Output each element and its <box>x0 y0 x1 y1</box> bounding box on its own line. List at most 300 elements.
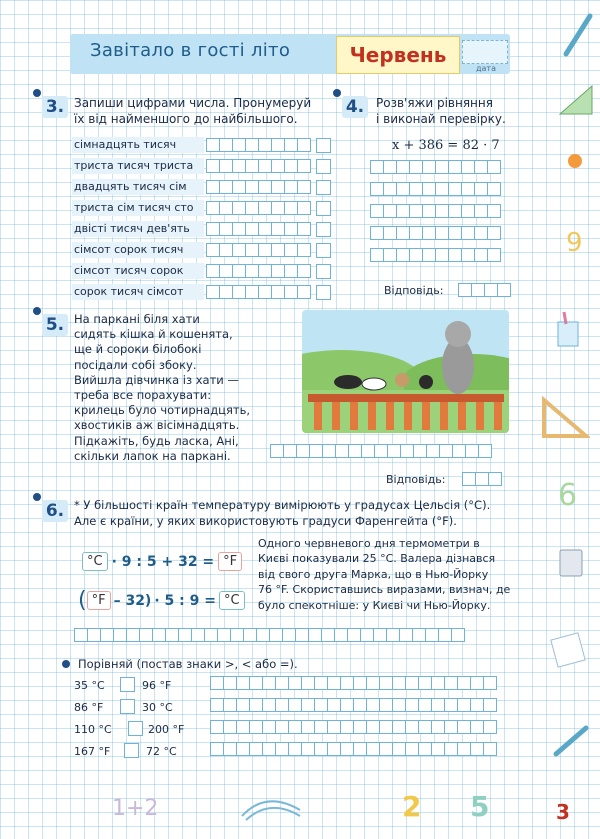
answer-cell[interactable] <box>259 243 272 257</box>
answer-cell[interactable] <box>387 628 400 642</box>
answer-cell[interactable] <box>315 742 328 756</box>
poem-line: хвостиків аж вісімнадцять. <box>74 418 240 433</box>
answer-cell[interactable] <box>237 698 250 712</box>
answer-cell[interactable] <box>436 182 449 196</box>
answer-cell[interactable] <box>233 222 246 236</box>
answer-cell[interactable] <box>397 248 410 262</box>
section-title: Завітало в гості літо <box>90 40 291 61</box>
order-number-box[interactable] <box>316 264 331 279</box>
answer-cell[interactable] <box>401 444 414 458</box>
answer-cell[interactable] <box>449 160 462 174</box>
answer-cell[interactable] <box>220 201 233 215</box>
date-field[interactable] <box>462 40 508 64</box>
compare-work-cells[interactable] <box>210 742 497 756</box>
answer-cell[interactable] <box>414 444 427 458</box>
month-label: Червень <box>336 36 460 74</box>
answer-cell[interactable] <box>302 698 315 712</box>
answer-cell[interactable] <box>272 180 285 194</box>
answer-cell[interactable] <box>140 628 153 642</box>
answer-cell[interactable] <box>384 226 397 240</box>
answer-cell[interactable] <box>205 628 218 642</box>
answer-cell[interactable] <box>349 444 362 458</box>
answer-cell[interactable] <box>276 676 289 690</box>
answer-cell[interactable] <box>310 444 323 458</box>
answer-cell[interactable] <box>370 248 384 262</box>
answer-cell[interactable] <box>427 444 440 458</box>
answer-cell[interactable] <box>250 676 263 690</box>
answer-cell[interactable] <box>413 628 426 642</box>
answer-cell[interactable] <box>88 628 101 642</box>
answer-cell[interactable] <box>380 676 393 690</box>
answer-cell[interactable] <box>285 285 298 299</box>
answer-cell[interactable] <box>419 676 432 690</box>
answer-cell[interactable] <box>436 160 449 174</box>
answer-cell[interactable] <box>224 720 237 734</box>
answer-cell[interactable] <box>397 182 410 196</box>
order-number-box[interactable] <box>316 138 331 153</box>
answer-cell[interactable] <box>272 264 285 278</box>
answer-cell[interactable] <box>179 628 192 642</box>
number-digit-cells[interactable] <box>206 201 311 215</box>
answer-cell[interactable] <box>498 283 511 297</box>
answer-cell[interactable] <box>289 698 302 712</box>
answer-cell[interactable] <box>423 226 436 240</box>
answer-cell[interactable] <box>233 159 246 173</box>
order-number-box[interactable] <box>316 222 331 237</box>
answer-cell[interactable] <box>285 201 298 215</box>
answer-cell[interactable] <box>370 204 384 218</box>
answer-cell[interactable] <box>289 720 302 734</box>
answer-cell[interactable] <box>462 226 475 240</box>
answer-cell[interactable] <box>423 182 436 196</box>
answer-cell[interactable] <box>220 222 233 236</box>
answer-cell[interactable] <box>367 742 380 756</box>
answer-cell[interactable] <box>393 720 406 734</box>
answer-cell[interactable] <box>285 159 298 173</box>
answer-cell[interactable] <box>384 182 397 196</box>
number-word: сімсот тисяч сорок <box>72 263 204 279</box>
answer-cell[interactable] <box>246 264 259 278</box>
answer-cell[interactable] <box>272 138 285 152</box>
answer-cell[interactable] <box>458 742 471 756</box>
number-digit-cells[interactable] <box>206 285 311 299</box>
answer-cell[interactable] <box>375 444 388 458</box>
answer-cell[interactable] <box>206 243 220 257</box>
answer-cell[interactable] <box>488 160 501 174</box>
answer-cell[interactable] <box>410 160 423 174</box>
answer-cell[interactable] <box>233 201 246 215</box>
answer-cell[interactable] <box>220 159 233 173</box>
answer-cell[interactable] <box>426 628 439 642</box>
answer-cell[interactable] <box>354 720 367 734</box>
digit-two-icon: 2 <box>402 790 422 823</box>
answer-cell[interactable] <box>370 182 384 196</box>
order-number-box[interactable] <box>316 159 331 174</box>
answer-cell[interactable] <box>284 444 297 458</box>
answer-cell[interactable] <box>259 201 272 215</box>
answer-cell[interactable] <box>289 676 302 690</box>
answer-cell[interactable] <box>445 720 458 734</box>
equation-work-cells[interactable] <box>370 182 501 196</box>
answer-cell[interactable] <box>298 201 311 215</box>
answer-cell[interactable] <box>302 720 315 734</box>
answer-cell[interactable] <box>250 742 263 756</box>
answer-cell[interactable] <box>423 204 436 218</box>
number-digit-cells[interactable] <box>206 243 311 257</box>
answer-cell[interactable] <box>397 226 410 240</box>
answer-cell[interactable] <box>432 676 445 690</box>
answer-cell[interactable] <box>449 204 462 218</box>
answer-cell[interactable] <box>397 160 410 174</box>
answer-cell[interactable] <box>484 720 497 734</box>
answer-cell[interactable] <box>309 628 322 642</box>
answer-cell[interactable] <box>220 138 233 152</box>
answer-cell[interactable] <box>367 720 380 734</box>
answer-cell[interactable] <box>127 628 140 642</box>
answer-cell[interactable] <box>206 180 220 194</box>
answer-cell[interactable] <box>298 264 311 278</box>
answer-cell[interactable] <box>270 444 284 458</box>
answer-cell[interactable] <box>423 160 436 174</box>
answer-cell[interactable] <box>276 720 289 734</box>
answer-cell[interactable] <box>436 226 449 240</box>
order-number-box[interactable] <box>316 180 331 195</box>
number-word: двадцять тисяч сім <box>72 179 204 195</box>
equation-work-cells[interactable] <box>370 204 501 218</box>
answer-cell[interactable] <box>246 222 259 236</box>
equation-work-cells[interactable] <box>370 160 501 174</box>
answer-cell[interactable] <box>472 283 485 297</box>
answer-cell[interactable] <box>220 285 233 299</box>
answer-cell[interactable] <box>336 444 349 458</box>
answer-cell[interactable] <box>224 698 237 712</box>
answer-cell[interactable] <box>471 676 484 690</box>
answer-cell[interactable] <box>218 628 231 642</box>
answer-cell[interactable] <box>361 628 374 642</box>
answer-cell[interactable] <box>315 698 328 712</box>
number-digit-cells[interactable] <box>206 264 311 278</box>
answer-cell[interactable] <box>74 628 88 642</box>
answer-cell[interactable] <box>206 159 220 173</box>
compare-sign-box[interactable] <box>120 677 135 692</box>
answer-cell[interactable] <box>393 698 406 712</box>
answer-cell[interactable] <box>462 160 475 174</box>
answer-cell[interactable] <box>272 159 285 173</box>
answer-cell[interactable] <box>246 285 259 299</box>
answer-cell[interactable] <box>233 243 246 257</box>
answer-cell[interactable] <box>488 182 501 196</box>
answer-cell[interactable] <box>315 720 328 734</box>
answer-cell[interactable] <box>246 201 259 215</box>
answer-cell[interactable] <box>263 742 276 756</box>
answer-cell[interactable] <box>210 698 224 712</box>
answer-cell[interactable] <box>272 285 285 299</box>
compare-sign-box[interactable] <box>124 743 139 758</box>
order-number-box[interactable] <box>316 285 331 300</box>
answer-cell[interactable] <box>380 720 393 734</box>
compare-work-cells[interactable] <box>210 698 497 712</box>
answer-cell[interactable] <box>432 698 445 712</box>
answer-cell[interactable] <box>206 285 220 299</box>
answer-cell[interactable] <box>244 628 257 642</box>
answer-cell[interactable] <box>484 676 497 690</box>
answer-cell[interactable] <box>458 676 471 690</box>
answer-cell[interactable] <box>224 742 237 756</box>
answer-cell[interactable] <box>289 742 302 756</box>
answer-cell[interactable] <box>302 676 315 690</box>
answer-cell[interactable] <box>449 226 462 240</box>
answer-cell[interactable] <box>192 628 205 642</box>
answer-cell[interactable] <box>206 264 220 278</box>
answer-cell[interactable] <box>475 204 488 218</box>
story-line: Києві показували 25 °С. Валера дізнався <box>258 552 496 566</box>
answer-cell[interactable] <box>406 742 419 756</box>
answer-cell[interactable] <box>452 628 465 642</box>
answer-cell[interactable] <box>445 698 458 712</box>
answer-cell[interactable] <box>298 222 311 236</box>
answer-cell[interactable] <box>237 742 250 756</box>
answer-cell[interactable] <box>488 204 501 218</box>
answer-cell[interactable] <box>476 472 489 486</box>
number-digit-cells[interactable] <box>206 222 311 236</box>
answer-cell[interactable] <box>471 698 484 712</box>
answer-cell[interactable] <box>285 180 298 194</box>
answer-cell[interactable] <box>439 628 452 642</box>
answer-cell[interactable] <box>233 180 246 194</box>
answer-cell[interactable] <box>233 285 246 299</box>
answer-cell[interactable] <box>367 676 380 690</box>
answer-cell[interactable] <box>354 698 367 712</box>
number-digit-cells[interactable] <box>206 159 311 173</box>
answer-cell[interactable] <box>475 226 488 240</box>
answer-cell[interactable] <box>272 201 285 215</box>
compare-work-cells[interactable] <box>210 676 497 690</box>
answer-cell[interactable] <box>166 628 179 642</box>
answer-cell[interactable] <box>419 720 432 734</box>
answer-cell[interactable] <box>335 628 348 642</box>
answer-cell[interactable] <box>436 248 449 262</box>
answer-cell[interactable] <box>285 243 298 257</box>
answer-cell[interactable] <box>302 742 315 756</box>
answer-cell[interactable] <box>101 628 114 642</box>
answer-cell[interactable] <box>210 720 224 734</box>
answer-cell[interactable] <box>380 742 393 756</box>
answer-cell[interactable] <box>471 742 484 756</box>
answer-cell[interactable] <box>449 248 462 262</box>
answer-cell[interactable] <box>488 248 501 262</box>
answer-cell[interactable] <box>419 698 432 712</box>
answer-cell[interactable] <box>410 226 423 240</box>
answer-cell[interactable] <box>475 182 488 196</box>
answer-cell[interactable] <box>246 159 259 173</box>
answer-cell[interactable] <box>210 676 224 690</box>
answer-cell[interactable] <box>259 138 272 152</box>
answer-cell[interactable] <box>246 243 259 257</box>
answer-cell[interactable] <box>231 628 244 642</box>
answer-cell[interactable] <box>246 180 259 194</box>
answer-cell[interactable] <box>458 698 471 712</box>
answer-cell[interactable] <box>406 720 419 734</box>
answer-cell[interactable] <box>276 742 289 756</box>
compare-sign-box[interactable] <box>120 699 135 714</box>
answer-cell[interactable] <box>384 160 397 174</box>
answer-cell[interactable] <box>259 285 272 299</box>
answer-cell[interactable] <box>484 698 497 712</box>
answer-cell[interactable] <box>479 444 492 458</box>
answer-cell[interactable] <box>393 742 406 756</box>
answer-value-cells[interactable] <box>462 472 502 486</box>
answer-cell[interactable] <box>400 628 413 642</box>
answer-cell[interactable] <box>285 222 298 236</box>
answer-cell[interactable] <box>484 742 497 756</box>
answer-cell[interactable] <box>440 444 453 458</box>
answer-cell[interactable] <box>298 285 311 299</box>
answer-cell[interactable] <box>233 264 246 278</box>
solution-cells[interactable] <box>74 628 465 642</box>
answer-cell[interactable] <box>341 676 354 690</box>
answer-cell[interactable] <box>206 222 220 236</box>
answer-cell[interactable] <box>475 248 488 262</box>
answer-cell[interactable] <box>432 742 445 756</box>
answer-cell[interactable] <box>272 222 285 236</box>
answer-cell[interactable] <box>466 444 479 458</box>
answer-cell[interactable] <box>410 248 423 262</box>
answer-cell[interactable] <box>374 628 387 642</box>
answer-cell[interactable] <box>406 698 419 712</box>
number-digit-cells[interactable] <box>206 138 311 152</box>
answer-cell[interactable] <box>233 138 246 152</box>
answer-cell[interactable] <box>257 628 270 642</box>
order-number-box[interactable] <box>316 243 331 258</box>
answer-cell[interactable] <box>453 444 466 458</box>
answer-cell[interactable] <box>341 698 354 712</box>
answer-cell[interactable] <box>153 628 166 642</box>
answer-cell[interactable] <box>432 720 445 734</box>
answer-cell[interactable] <box>272 243 285 257</box>
answer-cell[interactable] <box>445 676 458 690</box>
answer-cell[interactable] <box>237 720 250 734</box>
answer-cell[interactable] <box>393 676 406 690</box>
answer-cell[interactable] <box>259 180 272 194</box>
answer-cell[interactable] <box>250 720 263 734</box>
answer-cell[interactable] <box>220 264 233 278</box>
answer-cell[interactable] <box>475 160 488 174</box>
number-digit-cells[interactable] <box>206 180 311 194</box>
answer-cell[interactable] <box>348 628 361 642</box>
answer-cell[interactable] <box>406 676 419 690</box>
answer-cell[interactable] <box>322 628 335 642</box>
answer-cell[interactable] <box>341 742 354 756</box>
answer-cell[interactable] <box>410 204 423 218</box>
equation-work-cells[interactable] <box>370 226 501 240</box>
solution-cells[interactable] <box>270 444 492 458</box>
answer-cell[interactable] <box>276 698 289 712</box>
answer-cell[interactable] <box>298 159 311 173</box>
cats-on-fence-illustration <box>302 310 509 433</box>
answer-cell[interactable] <box>206 201 220 215</box>
answer-cell[interactable] <box>206 138 220 152</box>
answer-cell[interactable] <box>328 742 341 756</box>
answer-cell[interactable] <box>263 698 276 712</box>
equation-work-cells[interactable] <box>370 248 501 262</box>
answer-cell[interactable] <box>315 676 328 690</box>
answer-cell[interactable] <box>419 742 432 756</box>
answer-cell[interactable] <box>259 222 272 236</box>
answer-cell[interactable] <box>270 628 283 642</box>
answer-cell[interactable] <box>370 226 384 240</box>
answer-cell[interactable] <box>384 248 397 262</box>
answer-cell[interactable] <box>471 720 484 734</box>
answer-cell[interactable] <box>224 676 237 690</box>
answer-cell[interactable] <box>354 742 367 756</box>
answer-cell[interactable] <box>397 204 410 218</box>
answer-cell[interactable] <box>237 676 250 690</box>
answer-cell[interactable] <box>370 160 384 174</box>
answer-cell[interactable] <box>259 159 272 173</box>
answer-cell[interactable] <box>380 698 393 712</box>
compare-work-cells[interactable] <box>210 720 497 734</box>
task-4-number: 4. <box>342 96 368 118</box>
answer-cell[interactable] <box>488 226 501 240</box>
answer-cell[interactable] <box>367 698 380 712</box>
answer-cell[interactable] <box>246 138 259 152</box>
answer-cell[interactable] <box>410 182 423 196</box>
answer-value-cells[interactable] <box>458 283 511 297</box>
answer-cell[interactable] <box>263 720 276 734</box>
answer-cell[interactable] <box>259 264 272 278</box>
answer-cell[interactable] <box>297 444 310 458</box>
answer-cell[interactable] <box>298 243 311 257</box>
answer-cell[interactable] <box>388 444 401 458</box>
answer-cell[interactable] <box>362 444 375 458</box>
answer-cell[interactable] <box>328 698 341 712</box>
order-number-box[interactable] <box>316 201 331 216</box>
answer-cell[interactable] <box>462 182 475 196</box>
answer-cell[interactable] <box>328 720 341 734</box>
answer-cell[interactable] <box>285 264 298 278</box>
answer-cell[interactable] <box>423 248 436 262</box>
answer-cell[interactable] <box>458 720 471 734</box>
answer-cell[interactable] <box>354 676 367 690</box>
answer-cell[interactable] <box>263 676 276 690</box>
answer-cell[interactable] <box>114 628 127 642</box>
answer-cell[interactable] <box>449 182 462 196</box>
answer-cell[interactable] <box>489 472 502 486</box>
answer-cell[interactable] <box>220 243 233 257</box>
answer-cell[interactable] <box>283 628 296 642</box>
answer-cell[interactable] <box>445 742 458 756</box>
answer-cell[interactable] <box>296 628 309 642</box>
compare-sign-box[interactable] <box>128 721 143 736</box>
notebook-icon <box>548 630 588 670</box>
answer-cell[interactable] <box>220 180 233 194</box>
answer-cell[interactable] <box>323 444 336 458</box>
answer-cell[interactable] <box>328 676 341 690</box>
answer-cell[interactable] <box>250 698 263 712</box>
answer-cell[interactable] <box>341 720 354 734</box>
answer-cell[interactable] <box>210 742 224 756</box>
answer-cell[interactable] <box>298 180 311 194</box>
answer-cell[interactable] <box>462 248 475 262</box>
answer-cell[interactable] <box>462 204 475 218</box>
answer-cell[interactable] <box>298 138 311 152</box>
answer-cell[interactable] <box>458 283 472 297</box>
answer-cell[interactable] <box>384 204 397 218</box>
answer-cell[interactable] <box>436 204 449 218</box>
answer-cell[interactable] <box>485 283 498 297</box>
answer-cell[interactable] <box>462 472 476 486</box>
answer-cell[interactable] <box>285 138 298 152</box>
